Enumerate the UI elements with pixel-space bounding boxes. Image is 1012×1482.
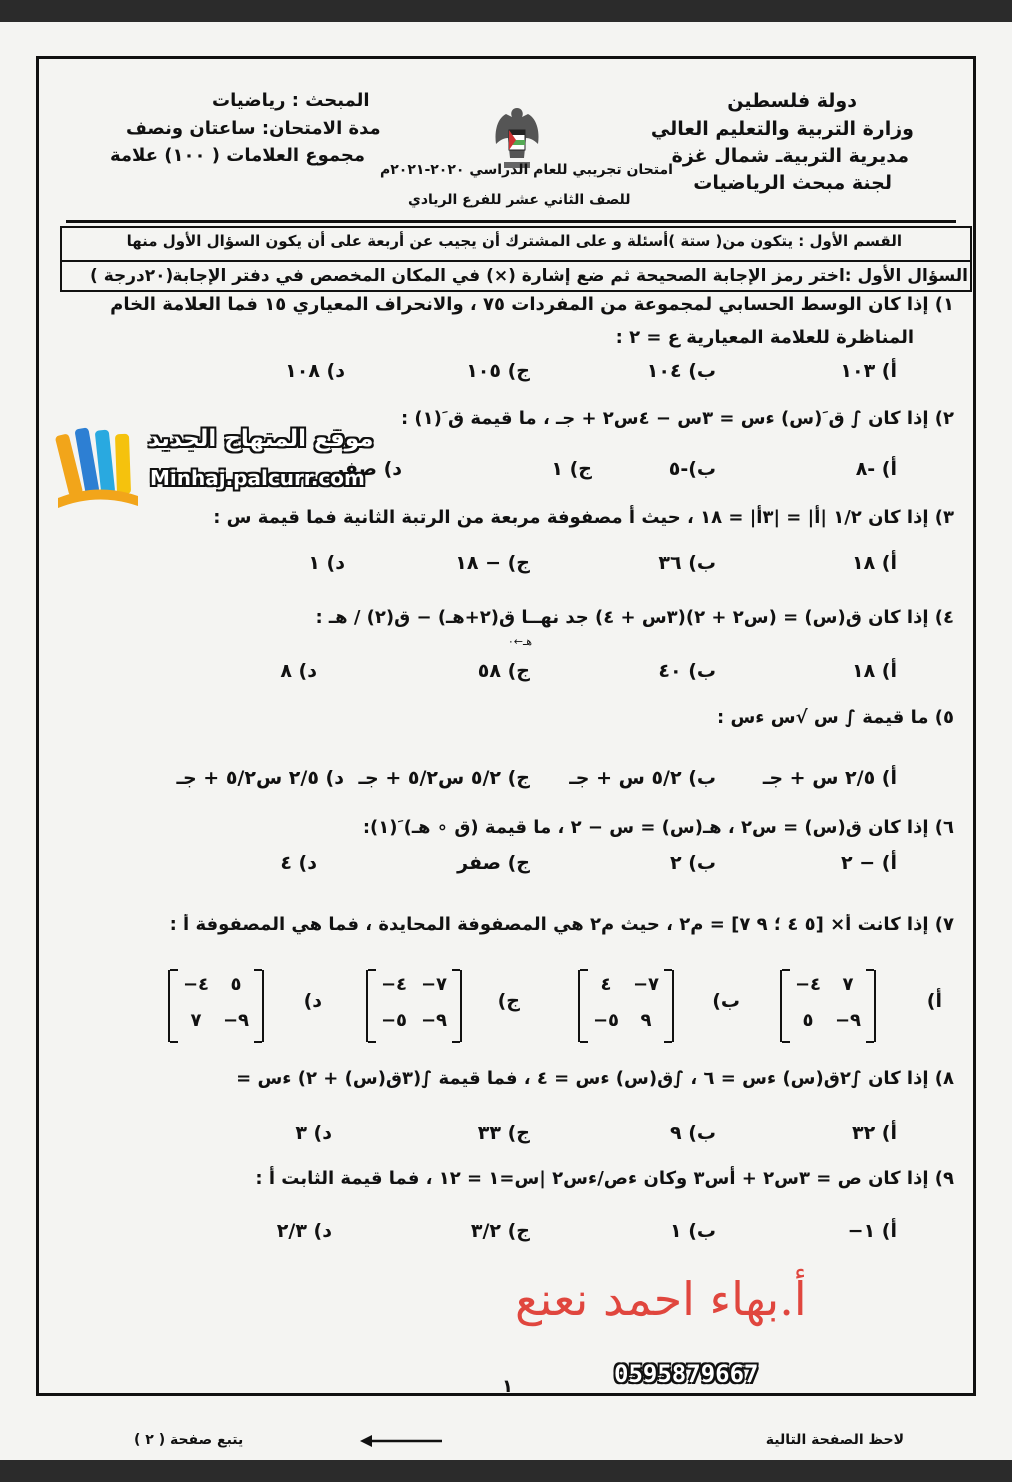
q7-option-b: ب)	[712, 990, 740, 1012]
q8-option-d: د) ٣	[295, 1122, 332, 1144]
question1-marks: (٢٠درجة )	[90, 266, 174, 286]
q4-limit-subscript: هـ←٠	[507, 635, 532, 648]
q5-option-a: أ) ٢/٥ س + جـ	[762, 767, 897, 789]
q7-matrix-a: ٧ ٤− ٩− ٥	[780, 970, 876, 1042]
header-committee: لجنة مبحث الرياضيات	[693, 172, 892, 194]
q4-option-c: ج) ٥٨	[477, 660, 530, 682]
q7-option-a: أ)	[926, 990, 942, 1012]
q7-option-c: ج)	[497, 990, 520, 1012]
q9-option-a: أ) ١−	[847, 1220, 897, 1242]
q6-stem: ٦) إذا كان ق(س) = س٢ ، هـ(س) = س − ٢ ، ما قيمة (ق ∘ هـ) َ(١):	[362, 817, 954, 838]
q1-stem-continued: المناظرة للعلامة المعيارية ع = ٢ :	[615, 327, 914, 348]
teacher-signature: أ.بهاء احمد نعنع	[515, 1272, 807, 1326]
q8-stem: ٨) إذا كان ∫٢ق(س) ءس = ٦ ، ∫ق(س) ءس = ٤ ، فما قيمة ∫(٣ق(س) + ٢) ءس =	[236, 1068, 954, 1089]
q2-option-d: د) صفر	[333, 458, 402, 480]
q3-stem: ٣) إذا كان ١/٢ |أ| = |٣أ| = ١٨ ، حيث أ مصفوفة مربعة من الرتبة الثانية فما قيمة س :	[213, 507, 954, 528]
q9-option-c: ج) ٣/٢	[470, 1220, 530, 1242]
q1-stem: ١) إذا كان الوسط الحسابي لمجموعة من المفردات ٧٥ ، والانحراف المعياري ١٥ فما العلامة الخام	[110, 294, 954, 315]
watermark-arabic: موقع المنهاج الجديد	[148, 426, 374, 452]
q5-option-b: ب) ٥/٢ س + جـ	[569, 767, 716, 789]
q2-option-c: ج) ١	[551, 458, 592, 480]
header-duration: مدة الامتحان: ساعتان ونصف	[126, 118, 381, 139]
q4-option-b: ب) ٤٠	[658, 660, 716, 682]
q5-stem: ٥) ما قيمة ∫ س √س ءس :	[716, 707, 954, 728]
footer-continue-note: يتبع صفحة ( ٢ )	[134, 1432, 244, 1448]
q8-option-b: ب) ٩	[669, 1122, 716, 1144]
header-ministry: وزارة التربية والتعليم العالي	[650, 118, 914, 140]
q1-option-d: د) ١٠٨	[285, 360, 345, 382]
footer-next-page-note: لاحظ الصفحة التالية	[765, 1432, 904, 1448]
page-number: ١	[502, 1376, 513, 1397]
header-state: دولة فلسطين	[727, 90, 857, 112]
header-divider	[66, 220, 956, 223]
q9-option-d: د) ٢/٣	[276, 1220, 332, 1242]
header-subject: المبحث : رياضيات	[212, 90, 370, 111]
q1-option-a: أ) ١٠٣	[840, 360, 897, 382]
q7-option-d: د)	[303, 990, 322, 1012]
q2-stem: ٢) إذا كان ∫ ق َ(س) ءس = ٣س − ٤س٢ + جـ ، ما قيمة ق َ(١) :	[400, 408, 954, 429]
q2-option-a: أ) -٨	[855, 458, 897, 480]
watermark-url: Minhaj.palcurr.com	[150, 466, 365, 490]
q6-option-c: ج) صفر	[457, 852, 530, 874]
q6-option-b: ب) ٢	[669, 852, 716, 874]
q7-stem: ٧) إذا كانت أ× [٥ ٤ ؛ ٩ ٧] = م٢ ، حيث م٢ هي المصفوفة المحايدة ، فما هي المصفوفة أ :	[169, 914, 954, 935]
header-total-marks: مجموع العلامات ( ١٠٠) علامة	[110, 145, 366, 166]
q1-option-b: ب) ١٠٤	[646, 360, 716, 382]
q1-option-c: ج) ١٠٥	[466, 360, 530, 382]
exam-title: امتحان تجريبي للعام الدراسي ٢٠٢٠-٢٠٢١م	[380, 162, 673, 178]
q4-option-d: د) ٨	[280, 660, 317, 682]
q8-option-a: أ) ٣٢	[851, 1122, 897, 1144]
book-logo-icon	[52, 422, 144, 514]
q3-option-d: د) ١	[308, 552, 345, 574]
question1-heading: السؤال الأول :اختر رمز الإجابة الصحيحة ثم ضع إشارة (×) في المكان المخصص في دفتر الإجابة	[172, 266, 968, 286]
exam-subtitle: للصف الثاني عشر للفرع الريادي	[408, 192, 631, 208]
q4-stem: ٤) إذا كان ق(س) = (س٢ + ٢)(٣س + ٤) جد نهــا ق(٢+هـ) − ق(٢) / هـ :	[315, 607, 954, 628]
q5-option-c: ج) ٥/٢ س٥/٢ + جـ	[358, 767, 530, 789]
q6-option-a: أ) − ٢	[841, 852, 897, 874]
arrow-left-icon	[358, 1434, 444, 1448]
q3-option-c: ج) − ١٨	[455, 552, 530, 574]
q7-matrix-d: ٥ ٤− ٩− ٧	[168, 970, 264, 1042]
q7-matrix-b: ٧− ٤ ٩ ٥−	[578, 970, 674, 1042]
q4-option-a: أ) ١٨	[851, 660, 897, 682]
exam-page	[0, 22, 1012, 1460]
q2-option-b: ب)-٥	[668, 458, 716, 480]
section-note: القسم الأول : يتكون من( ستة )أسئلة و على المشترك أن يجيب عن أربعة على أن يكون السؤال الأول منها	[126, 232, 902, 250]
q9-option-b: ب) ١	[669, 1220, 716, 1242]
teacher-phone: 0595879667	[614, 1360, 759, 1388]
q7-matrix-c: ٧− ٤− ٩− ٥−	[366, 970, 462, 1042]
q5-option-d: د) ٢/٥ س٥/٢ + جـ	[176, 767, 344, 789]
header-directorate: مديرية التربيةـ شمال غزة	[671, 145, 909, 167]
q8-option-c: ج) ٣٣	[477, 1122, 530, 1144]
q3-option-b: ب) ٣٦	[658, 552, 716, 574]
q6-option-d: د) ٤	[280, 852, 317, 874]
q3-option-a: أ) ١٨	[851, 552, 897, 574]
q9-stem: ٩) إذا كان ص = ٣س٢ + أس٣ وكان ءص/ءس٢ |س=١ = ١٢ ، فما قيمة الثابت أ :	[255, 1168, 954, 1189]
